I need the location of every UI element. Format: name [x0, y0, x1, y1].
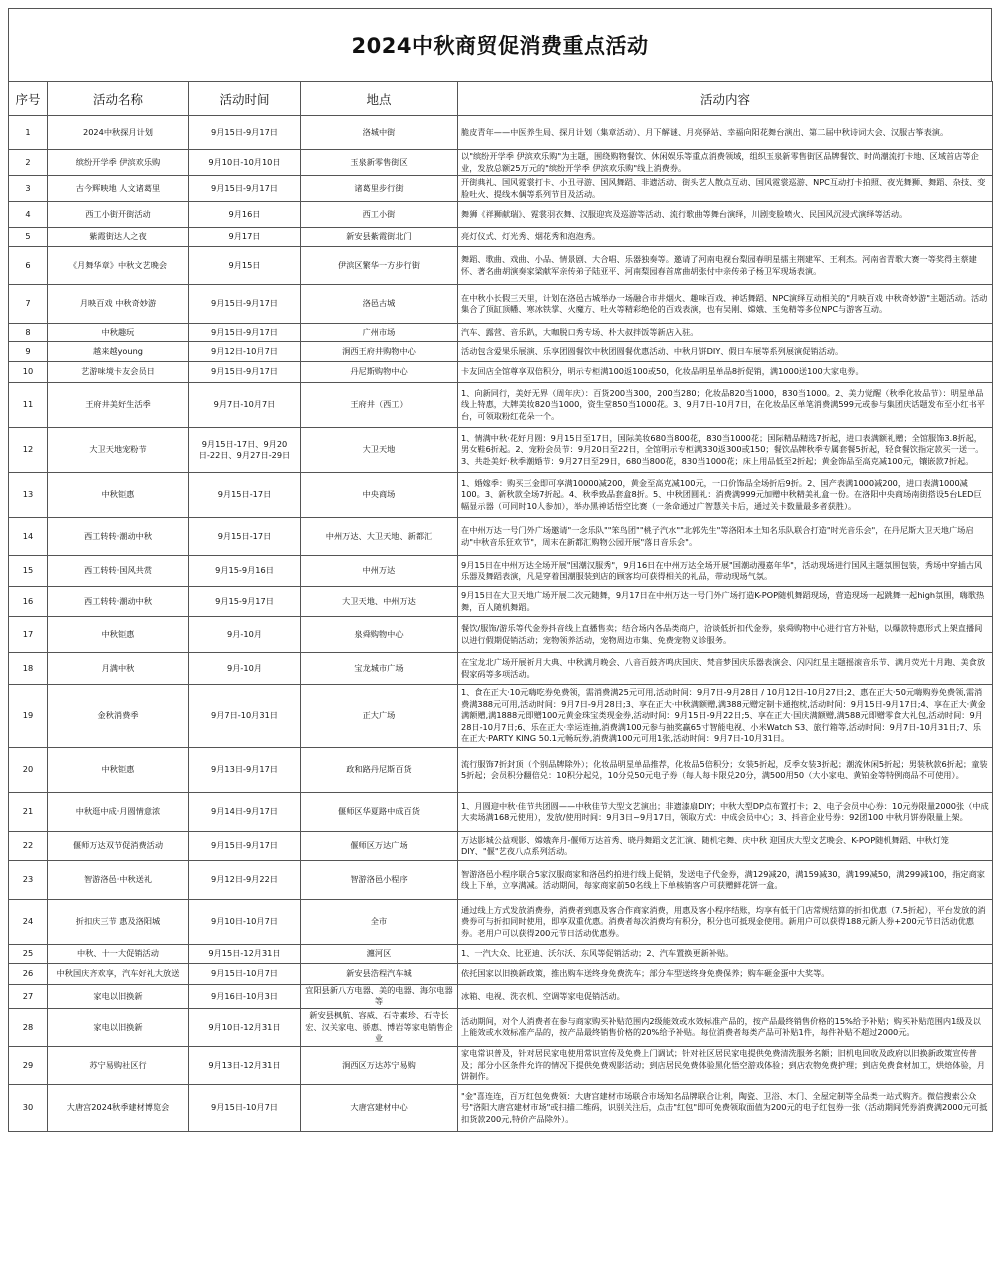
activity-time: 9月-10月	[189, 617, 301, 653]
activity-place: 丹尼斯购物中心	[301, 362, 458, 383]
activity-name: 中秋钜惠	[48, 748, 189, 793]
activity-content: 餐饮/服饰/游乐等代金券抖音线上直播售卖；结合场内各品类商户，洽谈低折扣代金券，泉舜购物中心进行官方补贴，以爆款特惠形式上架直播间以进行假期促销活动；宠物领养活动，宠物周边市集、免费宠物义诊服务。	[458, 617, 993, 653]
activity-name: 越来越young	[48, 342, 189, 362]
activity-content: 冰箱、电视、洗衣机、空调等家电促销活动。	[458, 985, 993, 1009]
activity-time: 9月10日-12月31日	[189, 1008, 301, 1046]
row-number: 10	[9, 362, 48, 383]
activity-content: 卡友回店全馆尊享双倍积分，明示专柜满100返100或50，化妆品明星单品8折促销，满1000送100大家电券。	[458, 362, 993, 383]
activity-place: 涧西王府井购物中心	[301, 342, 458, 362]
row-number: 23	[9, 861, 48, 900]
row-number: 19	[9, 685, 48, 748]
activity-place: 中央商场	[301, 473, 458, 518]
activity-time: 9月7日-10月31日	[189, 685, 301, 748]
activity-name: 中秋国庆齐欢享，汽车好礼大放送	[48, 964, 189, 985]
row-number: 9	[9, 342, 48, 362]
title-row	[8, 8, 992, 81]
activity-content: 9月15日在大卫天地广场开展二次元随舞，9月17日在中州万达一号门外广场打造K-POP随机舞蹈现场，营造现场一起跳舞一起high氛围，嗨歌热舞，百人随机舞蹈。	[458, 587, 993, 617]
activity-name: 2024中秋探月计划	[48, 116, 189, 150]
activity-name: 中秋趣玩	[48, 324, 189, 342]
activity-content: 1、月圆迎中秋·佳节共团圆——中秋佳节大型文艺演出；非遗漆扇DIY；中秋大型DP点布置打卡；2、电子会员中心券：10元券限量2000张（中成大卖场满168元使用），发放/使用时间：9月3日~9月17日，领取方式：中成会员中心；3、抖音企业号券：92团100 中秋月饼券限量上架。	[458, 793, 993, 832]
activity-name: 金秋消费季	[48, 685, 189, 748]
activity-content: 开街典礼、国风霓裳打卡、小丑寻游、国风舞蹈、非遗活动、街头艺人散点互动、国风霓裳巡游、NPC互动打卡拍照、夜光舞狮、舞蹈、杂技、变脸吐火、提线木偶等系列节目及活动。	[458, 176, 993, 202]
row-number: 16	[9, 587, 48, 617]
row-number: 17	[9, 617, 48, 653]
activity-name: 中秋钜惠	[48, 617, 189, 653]
activity-name: 王府井美好生活季	[48, 383, 189, 428]
activity-content: 1、一汽大众、比亚迪、沃尔沃、东风等促销活动；2、汽车置换更新补贴。	[458, 945, 993, 964]
table-row	[9, 1084, 993, 1131]
table-row	[9, 861, 993, 900]
activity-time: 9月15-9月17日	[189, 587, 301, 617]
activity-name: 智游洛邑·中秋送礼	[48, 861, 189, 900]
activity-place: 正大广场	[301, 685, 458, 748]
activity-content: 流行服饰7折封顶（个别品牌除外）；化妆品明星单品推荐，化妆品5倍积分；女装5折起，反季女装3折起；潮流休闲5折起；男装秋款6折起；童装5折起；会员积分翻倍兑：10积分起兑，10分兑50元电子券（每人每卡限兑20分，满500用50（大小家电、黄铂金等特例商品不可使用）。	[458, 748, 993, 793]
activity-content: 以"缤纷开学季 伊滨欢乐购"为主题，围绕购物餐饮、休闲娱乐等重点消费领域，组织玉泉新零售街区品牌餐饮、时尚潮流打卡地、区域首店等企业，发放总额25万元的"缤纷开学季 伊滨欢乐购"线上消费券。	[458, 150, 993, 176]
activity-time: 9月10日-10月7日	[189, 900, 301, 945]
row-number: 20	[9, 748, 48, 793]
activity-content: 万达影城公益观影、嫦娥奔月-偃师万达首秀、晓丹舞蹈文艺汇演、随机宅舞、庆中秋 迎国庆大型文艺晚会、K-POP随机舞蹈、中秋灯笼DIY、"偃"艺夜八点系列活动。	[458, 832, 993, 861]
row-number: 14	[9, 518, 48, 556]
table-row	[9, 228, 993, 247]
row-number: 3	[9, 176, 48, 202]
row-number: 24	[9, 900, 48, 945]
table-row	[9, 748, 993, 793]
activity-name: 月映百戏 中秋奇妙游	[48, 285, 189, 324]
row-number: 26	[9, 964, 48, 985]
activity-content: 舞蹈、歌曲、戏曲、小品、情景剧、大合唱、乐器独奏等。邀请了河南电视台梨园春明星擂主荆建军、王利杰。河南省青歌大赛一等奖得主蔡建怀、著名曲胡演奏家梁献军亲传弟子陆亚平、河南梨园春首席曲胡张付中亲传弟子杨卫军现场表演。	[458, 247, 993, 285]
activity-time: 9月-10月	[189, 653, 301, 685]
activity-place: 宜阳县新八方电器、美的电器、海尔电器等	[301, 985, 458, 1009]
activity-name: 中秋、十一大促销活动	[48, 945, 189, 964]
activity-place: 大卫天地	[301, 428, 458, 473]
activity-place: 伊滨区繁华一方步行街	[301, 247, 458, 285]
activity-time: 9月15日-9月17日	[189, 176, 301, 202]
table-row	[9, 428, 993, 473]
activity-content: 9月15日在中州万达全场开展"国潮汉服秀"，9月16日在中州万达全场开展"国潮动漫嘉年华"，活动现场进行国风主题氛围包装，秀场中穿插古风乐器及舞蹈表演，凡是穿着国潮服装到店的顾客均可获得相关的礼品，带动现场气氛。	[458, 556, 993, 587]
activity-time: 9月15日-10月7日	[189, 964, 301, 985]
activity-name: 中秋逛中成·月圆情意浓	[48, 793, 189, 832]
activity-place: 玉泉新零售街区	[301, 150, 458, 176]
activity-time: 9月15日	[189, 247, 301, 285]
table-row	[9, 945, 993, 964]
table-row	[9, 324, 993, 342]
activity-time: 9月16日	[189, 202, 301, 228]
activity-name: 西工转转·国风共赏	[48, 556, 189, 587]
table-row	[9, 473, 993, 518]
activity-content: 亮灯仪式、灯光秀、烟花秀和泡泡秀。	[458, 228, 993, 247]
activity-name: 大唐宫2024秋季建材博览会	[48, 1084, 189, 1131]
header-name: 活动名称	[48, 82, 189, 116]
activity-name: 古今辉映地 人文诸葛里	[48, 176, 189, 202]
activity-name: 紫霞街达人之夜	[48, 228, 189, 247]
row-number: 1	[9, 116, 48, 150]
activity-content: 通过线上方式发放消费券，消费者到惠及客合作商家消费，用惠及客小程序结账，均享有低于门店常规结算的折扣优惠（7.5折起），平台发放的消费券可与折扣同时使用，即享双重优惠。消费者每次消费均有积分，积分也可抵现金使用。新用户可以获得188元新人券+200元节日活动优惠券。老用户可以获得200元节日活动优惠券。	[458, 900, 993, 945]
activity-time: 9月13日-9月17日	[189, 748, 301, 793]
activity-place: 政和路丹尼斯百货	[301, 748, 458, 793]
activity-content: "金"喜连连，百万红包免费领：大唐宫建材市场联合市场知名品牌联合让利，陶瓷、卫浴、木门、全屋定制等全品类一站式购齐。微信搜索公众号"洛阳大唐宫建材市场"或扫描二维码，识别关注后，点击"红包"即可免费领取面值为200元的电子红包券一张（活动期间凭券消费满2000元可抵扣货款200元,特价产品除外）。	[458, 1084, 993, 1131]
activity-time: 9月15日-9月17日	[189, 324, 301, 342]
table-body	[9, 116, 993, 1132]
row-number: 8	[9, 324, 48, 342]
activity-name: 苏宁易购社区行	[48, 1046, 189, 1084]
activity-time: 9月12日-10月7日	[189, 342, 301, 362]
activity-place: 泉舜购物中心	[301, 617, 458, 653]
table-row	[9, 1008, 993, 1046]
activity-place: 瀍河区	[301, 945, 458, 964]
activity-place: 偃师区华夏路中成百货	[301, 793, 458, 832]
activity-name: 家电以旧换新	[48, 985, 189, 1009]
activity-place: 洛城中街	[301, 116, 458, 150]
activity-content: 1、婚嫁季：购买三金即可享满10000减200，黄金至高克减100元，一口价饰品全场折后9折。2、国产表满1000减200，进口表满1000减100。3、新秋款全场7折起。4、秋季致品套盒8折。5、中秋团圆礼：消费满999元加赠中秋精美礼盒一份。在洛阳中央商场南街搭设5台LED巨幅显示器（可同时10人参加），举办黑神话悟空比赛（一条命通过广智慧关卡后，通过关卡数量最多者获胜）。	[458, 473, 993, 518]
activity-content: 1、情满中秋·花好月圆：9月15日至17日，国际美妆680当800花，830当1000花；国际精品精选7折起，进口表满额礼赠；全馆服饰3.8折起，男女鞋6折起。2、宠粉会员节：9月20日至22日，全馆明示专柜满330返300或150；餐饮品牌秋季专属套餐5折起，轻食餐饮指定款买一送一。3、共赴美好·秋季潮婚节：9月27日至29日，680当800花，830当1000花；床上用品低至2折起；黄金饰品至高克减100元，镶嵌款7折起。	[458, 428, 993, 473]
activity-time: 9月13日-12月31日	[189, 1046, 301, 1084]
activity-time: 9月15日-12月31日	[189, 945, 301, 964]
activity-name: 月满中秋	[48, 653, 189, 685]
activity-name: 西工转转·潮动中秋	[48, 587, 189, 617]
table-row	[9, 202, 993, 228]
activity-time: 9月16日-10月3日	[189, 985, 301, 1009]
activity-content: 脆皮青年——中医养生局、探月计划（集章活动）、月下解谜、月亮驿站、幸福向阳花舞台演出、第二届中秋诗词大会、汉服古筝表演。	[458, 116, 993, 150]
activity-content: 1、向新同行，美好无界（周年庆）：百货200当300，200当280；化妆品820当1000，830当1000。2、美力觉醒（秋季化妆品节）：明星单品线上特惠，大牌美妆820当1000，资生堂850当1000花。3、9月7日-10月7日，在化妆品区单笔消费满599元或参与集团庆话题发布至小红书平台，可领取粉红花朵一个。	[458, 383, 993, 428]
table-header-row	[9, 82, 993, 116]
activity-time: 9月15日-9月17日	[189, 832, 301, 861]
row-number: 30	[9, 1084, 48, 1131]
activity-place: 大唐宫建材中心	[301, 1084, 458, 1131]
activity-place: 中州万达、大卫天地、新都汇	[301, 518, 458, 556]
table-row	[9, 285, 993, 324]
activity-name: 家电以旧换新	[48, 1008, 189, 1046]
activity-content: 智游洛邑小程序联合5家汉服商家和洛邑约拍进行线上促销，发送电子代金券，满129减20，满159减30，满199减50，满299减100，指定商家线上下单，立享满减。活动期间，每家商家前50名线上下单核销客户可获赠鲜花饼一盒。	[458, 861, 993, 900]
activity-time: 9月15日-17日、9月20日-22日、9月27日-29日	[189, 428, 301, 473]
activity-time: 9月7日-10月7日	[189, 383, 301, 428]
activity-name: 艺游味境卡友会员日	[48, 362, 189, 383]
activity-time: 9月15日-9月17日	[189, 116, 301, 150]
activity-content: 汽车、露营、音乐趴，大咖脱口秀专场、朴大叔拌饭等新店入驻。	[458, 324, 993, 342]
activity-place: 全市	[301, 900, 458, 945]
activity-place: 偃师区万达广场	[301, 832, 458, 861]
row-number: 4	[9, 202, 48, 228]
row-number: 5	[9, 228, 48, 247]
activity-time: 9月10日-10月10日	[189, 150, 301, 176]
activity-place: 中州万达	[301, 556, 458, 587]
table-row	[9, 116, 993, 150]
activity-content: 依托国家以旧换新政策，推出购车送终身免费洗车；部分车型送终身免费保养；购车砸金蛋中大奖等。	[458, 964, 993, 985]
table-row	[9, 1046, 993, 1084]
row-number: 29	[9, 1046, 48, 1084]
table-row	[9, 793, 993, 832]
activity-place: 大卫天地、中州万达	[301, 587, 458, 617]
activity-place: 广州市场	[301, 324, 458, 342]
row-number: 22	[9, 832, 48, 861]
activities-table	[8, 81, 993, 1132]
activity-name: 偃师万达双节促消费活动	[48, 832, 189, 861]
activity-content: 在中州万达一号门外广场邀请"一念乐队""笨鸟团""桃子汽水""北郭先生"等洛阳本土知名乐队联合打造"时光音乐会"，在丹尼斯大卫天地广场启动"中秋音乐狂欢节"，周末在新都汇购物公园开展"落日音乐会"。	[458, 518, 993, 556]
activity-name: 西工小街开街活动	[48, 202, 189, 228]
header-time: 活动时间	[189, 82, 301, 116]
table-row	[9, 518, 993, 556]
table-row	[9, 587, 993, 617]
header-content: 活动内容	[458, 82, 993, 116]
row-number: 11	[9, 383, 48, 428]
activity-place: 西工小街	[301, 202, 458, 228]
activity-place: 宝龙城市广场	[301, 653, 458, 685]
activity-name: 缤纷开学季 伊滨欢乐购	[48, 150, 189, 176]
table-row	[9, 832, 993, 861]
activity-time: 9月15日-17日	[189, 473, 301, 518]
activity-time: 9月15日-17日	[189, 518, 301, 556]
activity-place: 王府井（西工）	[301, 383, 458, 428]
activity-content: 活动包含爱果乐展演、乐享团圆餐饮中秋团圆餐优惠活动、中秋月饼DIY、假日车展等系列展演促销活动。	[458, 342, 993, 362]
row-number: 7	[9, 285, 48, 324]
activity-time: 9月12日-9月22日	[189, 861, 301, 900]
activity-place: 新安县枫航、容威、石寺素珍、石寺长宏、汉关家电、骄惠、博岩等家电销售企业	[301, 1008, 458, 1046]
table-row	[9, 342, 993, 362]
activity-place: 智游洛邑小程序	[301, 861, 458, 900]
row-number: 13	[9, 473, 48, 518]
row-number: 15	[9, 556, 48, 587]
table-row	[9, 247, 993, 285]
activity-name: 大卫天地宠粉节	[48, 428, 189, 473]
row-number: 18	[9, 653, 48, 685]
table-row	[9, 362, 993, 383]
activity-place: 新安县浩程汽车城	[301, 964, 458, 985]
table-row	[9, 617, 993, 653]
activity-content: 活动期间，对个人消费者在参与商家购买补贴范围内2级能效或水效标准产品的，按产品最终销售价格的15%给予补贴；购买补贴范围内1级及以上能效或水效标准产品的，按产品最终销售价格的20%给予补贴。每位消费者每类产品可补贴1件，每件补贴不超过2000元。	[458, 1008, 993, 1046]
activity-time: 9月15日-9月17日	[189, 285, 301, 324]
activity-place: 洛邑古城	[301, 285, 458, 324]
table-row	[9, 985, 993, 1009]
table-row	[9, 176, 993, 202]
activity-time: 9月17日	[189, 228, 301, 247]
table-row	[9, 964, 993, 985]
activity-content: 在中秋小长假三天里，计划在洛邑古城举办一场融合市井烟火、趣味百戏、神话舞蹈、NPC演绎互动相关的"月映百戏 中秋奇妙游"主题活动。活动集合了顶缸顶幡、寒冰铁掌、火魔方、吐火等精彩绝伦的百戏表演，也有吴刚、嫦娥、玉兔精等多位NPC与游客互动。	[458, 285, 993, 324]
activity-name: 《月舞华章》中秋文艺晚会	[48, 247, 189, 285]
row-number: 2	[9, 150, 48, 176]
activity-time: 9月15日-9月17日	[189, 362, 301, 383]
activity-content: 舞狮《祥狮献瑞》、霓裳羽衣舞、汉服迎宾及巡游等活动、流行歌曲等舞台演绎，川剧变脸喷火、民国风沉浸式演绎等活动。	[458, 202, 993, 228]
header-no: 序号	[9, 82, 48, 116]
activity-place: 新安县紫霞街北门	[301, 228, 458, 247]
activity-content: 在宝龙北广场开展祈月大典、中秋满月晚会、八音百鼓齐鸣庆国庆、梵音梦国庆乐器表演会、闪闪红星主题摇滚音乐节、满月荧光十月跑、美食放假家码等多项活动。	[458, 653, 993, 685]
row-number: 12	[9, 428, 48, 473]
table-row	[9, 150, 993, 176]
row-number: 25	[9, 945, 48, 964]
row-number: 6	[9, 247, 48, 285]
document-title: 2024中秋商贸促消费重点活动	[351, 34, 649, 58]
activity-name: 西工转转·潮动中秋	[48, 518, 189, 556]
activity-time: 9月14日-9月17日	[189, 793, 301, 832]
activity-time: 9月15日-10月7日	[189, 1084, 301, 1131]
header-place: 地点	[301, 82, 458, 116]
activity-content: 家电常识普及，针对居民家电使用常识宣传及免费上门调试；针对社区居民家电提供免费清洗服务名额；旧机电回收及政府以旧换新政策宣传普及；部分小区条件允许的情况下提供免费观影活动；到店居民免费体验黑化悟空游戏体验；到店农物免费护理；到店免费食材加工，烘焙体验，月饼制作。	[458, 1046, 993, 1084]
row-number: 28	[9, 1008, 48, 1046]
table-row	[9, 383, 993, 428]
activity-content: 1、食在正大·10元嗨吃券免费领，需消费满25元可用,活动时间：9月7日-9月28日 / 10月12日-10月27日;2、惠在正大·50元嗨购券免费领,需消费满388元可用,活动时间：9月7日-9月28日;3、享在正大·中秋满额赠,满388元赠定制卡通抱枕,活动时间：9月15日-9月17日;4、享在正大·黄金满额赠,满1888元即赠100元黄金珠宝类现金券,活动时间：9月15日-9月22日;5、享在正大·国庆满额赠,满588元即赠零食大礼包,活动时间：9月28日-10月7日;6、乐在正大·幸运连抽,消费满100元参与抽奖赢65寸智能电视、小米Watch S3、旅行箱等,活动时间：9月7日-10月31日;7、乐在正大·PARTY KING 50.1元畅玩券,消费满100元可用1张,活动时间：9月7日-10月31日。	[458, 685, 993, 748]
row-number: 27	[9, 985, 48, 1009]
table-row	[9, 653, 993, 685]
row-number: 21	[9, 793, 48, 832]
activity-time: 9月15-9月16日	[189, 556, 301, 587]
activity-name: 折扣庆三节 惠及洛阳城	[48, 900, 189, 945]
activity-place: 涧西区万达苏宁易购	[301, 1046, 458, 1084]
activity-place: 诸葛里步行街	[301, 176, 458, 202]
table-row	[9, 556, 993, 587]
table-row	[9, 685, 993, 748]
table-row	[9, 900, 993, 945]
activity-name: 中秋钜惠	[48, 473, 189, 518]
